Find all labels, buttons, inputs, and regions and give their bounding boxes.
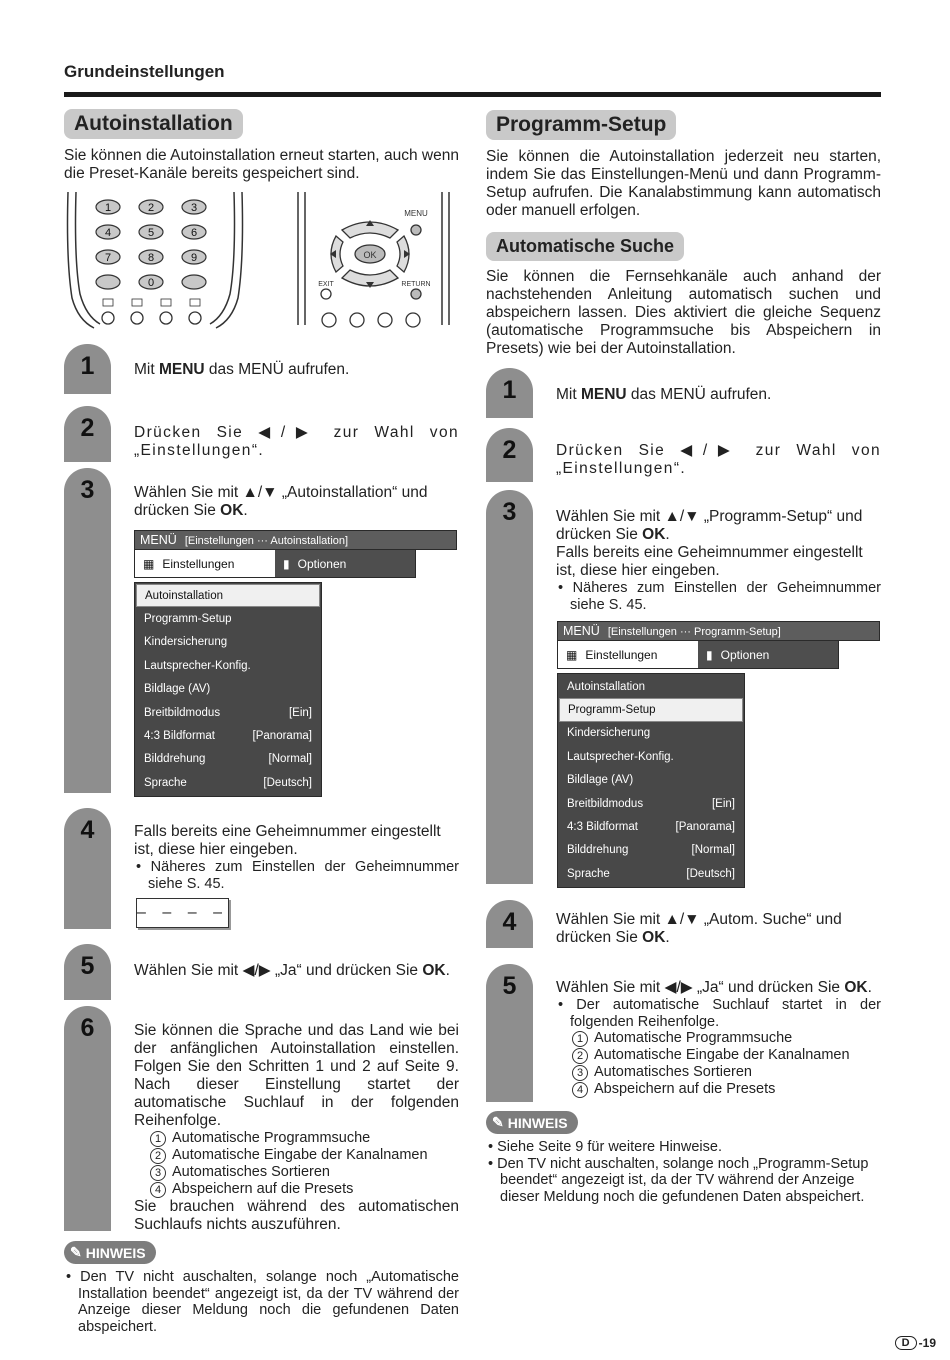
autoinstallation-intro: Sie können die Autoinstallation erneut starten, auch wenn die Preset-Kanäle bereits gespeichert sind.	[64, 147, 459, 182]
note-list: • Siehe Seite 9 für weitere Hinweise. • Den TV nicht auschalten, solange noch „Programm-Setup beendet“ angezeigt ist, da der TV während der Anzeige dieser Meldung noch die gefundenen Daten abspeichert.	[488, 1139, 869, 1205]
step-number: 5	[502, 972, 517, 1000]
list-item	[134, 1147, 459, 1164]
step-text: Falls bereits eine Geheimnummer eingestellt ist, diese hier eingeben. • Näheres zum Einstellen der Geheimnummer siehe S. 45. – – – –	[134, 823, 459, 928]
menu-item-value: [Panorama]	[252, 730, 312, 743]
step-text: Drücken Sie ◀/▶ zur Wahl von „Einstellungen“.	[134, 424, 459, 459]
menu-item-label: Bilddrehung	[567, 844, 629, 857]
step-2	[64, 406, 459, 464]
menu-item[interactable]	[136, 701, 320, 724]
circled-number: 2	[150, 1148, 166, 1164]
step-5	[64, 944, 459, 1002]
list-item-text: Automatische Eingabe der Kanalnamen	[594, 1047, 850, 1063]
step-tab	[64, 468, 111, 793]
menu-item[interactable]	[559, 769, 743, 792]
menu-title-bar: MENÜ [Einstellungen ··· Programm-Setup]	[557, 621, 880, 641]
menu-item-label: Breitbildmodus	[567, 797, 644, 810]
list-item	[134, 1130, 459, 1147]
step-6	[64, 1006, 459, 1234]
menu-tabs	[557, 641, 839, 669]
menu-item-label: Bilddrehung	[144, 753, 206, 766]
step-text: Sie können die Sprache und das Land wie bei der anfänglichen Autoinstallation einstellen. Folgen Sie den Schritten 1 und 2 auf Seite 9. Nach dieser Einstellung startet der automatische Suchlauf in der folgenden Reihenfolge. 1 Automatische Programmsuche 2 Automatische Eingabe der Kanalnamen 3 Automatisches Sortieren 4 Abspeichern auf die Presets Sie brauchen während des automatischen Suchlaufs nichts auszuführen.	[134, 1022, 459, 1233]
menu-item-value: [Ein]	[711, 797, 735, 810]
svg-text:OK: OK	[363, 250, 377, 260]
region-badge: D	[895, 1336, 917, 1350]
note-block	[486, 1111, 881, 1205]
menu-list	[134, 582, 322, 797]
step-text: Wählen Sie mit ▲/▼ „Programm-Setup“ und drücken Sie OK. Falls bereits eine Geheimnummer eingestellt ist, diese hier eingeben. • Näheres zum Einstellen der Geheimnummer siehe S. 45.	[556, 508, 881, 613]
settings-icon: ▦	[566, 647, 578, 662]
settings-icon: ▦	[143, 556, 155, 571]
pencil-icon: ✎	[70, 1244, 82, 1260]
circled-number: 1	[150, 1131, 166, 1147]
remote-key-label: 6	[190, 227, 198, 239]
remote-key	[96, 275, 120, 289]
options-icon: ▮	[283, 556, 290, 571]
top-divider	[64, 92, 881, 97]
menu-item[interactable]	[136, 584, 320, 607]
tab-optionen[interactable]: ▮ Optionen	[275, 550, 415, 577]
step-5	[486, 964, 881, 1104]
menu-tabs	[134, 550, 416, 578]
menu-item-label: Sprache	[144, 776, 187, 789]
menu-item[interactable]	[559, 745, 743, 768]
menu-item[interactable]	[559, 862, 743, 885]
list-item-text: Automatische Programmsuche	[594, 1030, 793, 1046]
step-number: 3	[80, 476, 95, 504]
menu-item[interactable]	[136, 724, 320, 747]
menu-item-label: Kindersicherung	[567, 727, 651, 740]
menu-item-label: Programm-Setup	[568, 704, 656, 717]
remote-key-label: 0	[147, 277, 155, 289]
circled-number: 3	[572, 1065, 588, 1081]
list-item-text: Automatisches Sortieren	[594, 1064, 752, 1080]
remote-key-label: 5	[147, 227, 155, 239]
automatische-suche-intro: Sie können die Fernsehkanäle auch anhand der nachstehenden Anleitung automatisch suchen und abspeichern lassen. Dies aktiviert die gleiche Sequenz (automatische Programmsuche bis Abspeichern in Presets) wie bei der Autoinstallation.	[486, 268, 881, 357]
step-tab	[486, 490, 533, 884]
step-4	[64, 808, 459, 930]
remote-key	[182, 275, 206, 289]
step-4	[486, 900, 881, 950]
step-1	[64, 344, 459, 400]
sequence-list	[556, 1030, 881, 1098]
step-number: 3	[502, 498, 517, 526]
step-2	[486, 428, 881, 486]
note-block	[64, 1241, 459, 1335]
menu-item[interactable]	[136, 607, 320, 630]
tab-einstellungen[interactable]: ▦ Einstellungen	[135, 550, 275, 577]
circled-number: 4	[150, 1182, 166, 1198]
hinweis-badge: ✎ HINWEIS	[64, 1241, 156, 1264]
circled-number: 2	[572, 1048, 588, 1064]
step-3	[64, 468, 459, 794]
menu-item-label: 4:3 Bildformat	[567, 821, 638, 834]
menu-item[interactable]	[136, 771, 320, 794]
menu-item-label: Bildlage (AV)	[567, 774, 634, 787]
menu-item-value: [Normal]	[691, 844, 735, 857]
menu-item[interactable]	[559, 839, 743, 862]
remote-key-label: 8	[147, 252, 155, 264]
page-number: D -19	[895, 1336, 936, 1350]
menu-item-label: 4:3 Bildformat	[144, 730, 215, 743]
remote-key-label: 2	[147, 202, 155, 214]
step-number: 2	[502, 436, 517, 464]
menu-item[interactable]	[559, 815, 743, 838]
menu-item-label: Breitbildmodus	[144, 706, 221, 719]
sequence-list	[134, 1130, 459, 1198]
step-number: 6	[80, 1014, 95, 1042]
step-text: Mit MENU das MENÜ aufrufen.	[556, 386, 772, 403]
menu-item-label: Autoinstallation	[145, 589, 223, 602]
step-number: 1	[502, 376, 517, 404]
remote-key-label: 3	[190, 202, 198, 214]
list-item	[134, 1181, 459, 1198]
pencil-icon: ✎	[492, 1114, 504, 1130]
tv-menu-autoinstallation	[134, 530, 457, 797]
remote-key-label: 7	[104, 252, 112, 264]
list-item-text: Abspeichern auf die Presets	[172, 1181, 354, 1197]
menu-item-label: Sprache	[567, 867, 610, 880]
remote-key-label: 4	[104, 227, 112, 239]
section-title: Grundeinstellungen	[64, 62, 225, 81]
step-1	[486, 368, 881, 420]
menu-item[interactable]	[559, 675, 743, 698]
programm-setup-title: Programm-Setup	[486, 110, 676, 140]
automatische-suche-title: Automatische Suche	[486, 232, 684, 261]
menu-item[interactable]	[136, 654, 320, 677]
list-item	[556, 1081, 881, 1098]
remote-control-illustration	[64, 190, 459, 330]
list-item-text: Abspeichern auf die Presets	[594, 1081, 776, 1097]
step-text: Wählen Sie mit ▲/▼ „Autom. Suche“ und drücken Sie OK.	[556, 911, 842, 946]
menu-item-label: Lautsprecher-Konfig.	[567, 750, 674, 763]
step-number: 4	[80, 816, 95, 844]
menu-item-label: Autoinstallation	[567, 680, 645, 693]
menu-item-label: Lautsprecher-Konfig.	[144, 659, 251, 672]
step-text: Wählen Sie mit ◀/▶ „Ja“ und drücken Sie OK.	[134, 962, 450, 979]
svg-text:EXIT: EXIT	[318, 281, 334, 288]
menu-item[interactable]	[559, 722, 743, 745]
step-3	[486, 490, 881, 886]
menu-item-label: Programm-Setup	[144, 613, 232, 626]
remote-key-label: 1	[104, 202, 112, 214]
menu-title-bar: MENÜ [Einstellungen ··· Autoinstallation]	[134, 530, 457, 550]
circled-number: 3	[150, 1165, 166, 1181]
remote-key-label: 9	[190, 252, 198, 264]
hinweis-badge: ✎ HINWEIS	[486, 1111, 578, 1134]
tv-menu-programm-setup	[557, 621, 880, 888]
menu-item[interactable]	[559, 792, 743, 815]
menu-list	[557, 673, 745, 888]
step-number: 1	[80, 352, 95, 380]
step-number: 2	[80, 414, 95, 442]
step-text: Wählen Sie mit ▲/▼ „Autoinstallation“ und drücken Sie OK.	[134, 484, 428, 519]
svg-text:RETURN: RETURN	[401, 281, 431, 288]
menu-item[interactable]	[559, 698, 743, 721]
svg-text:MENU: MENU	[404, 209, 428, 218]
circled-number: 4	[572, 1082, 588, 1098]
menu-item-value: [Panorama]	[675, 821, 735, 834]
programm-setup-intro: Sie können die Autoinstallation jederzeit neu starten, indem Sie das Einstellungen-Menü und dann Programm-Setup aufrufen. Die Kanalabstimmung kann automatisch oder manuell erfolgen.	[486, 148, 881, 219]
list-item	[556, 1030, 881, 1047]
list-item-text: Automatische Programmsuche	[172, 1130, 371, 1146]
tab-optionen[interactable]: ▮ Optionen	[698, 641, 838, 668]
step-text: Mit MENU das MENÜ aufrufen.	[134, 361, 350, 378]
menu-item-value: [Deutsch]	[263, 776, 312, 789]
tab-einstellungen[interactable]: ▦ Einstellungen	[558, 641, 698, 668]
step-number: 5	[80, 952, 95, 980]
circled-number: 1	[572, 1031, 588, 1047]
menu-item-value: [Normal]	[268, 753, 312, 766]
step-text: Wählen Sie mit ◀/▶ „Ja“ und drücken Sie OK. • Der automatische Suchlauf startet in der folgenden Reihenfolge. 1 Automatische Programmsuche 2 Automatische Eingabe der Kanalnamen 3 Automatisches Sortieren 4 Abspeichern auf die Presets	[556, 979, 881, 1097]
step-number: 4	[502, 908, 517, 936]
autoinstallation-title: Autoinstallation	[64, 109, 243, 139]
list-item	[134, 1164, 459, 1181]
menu-item-label: Bildlage (AV)	[144, 683, 211, 696]
options-icon: ▮	[706, 647, 713, 662]
step-text: Drücken Sie ◀/▶ zur Wahl von „Einstellungen“.	[556, 442, 881, 477]
list-item	[556, 1064, 881, 1081]
list-item	[556, 1047, 881, 1064]
menu-item[interactable]	[136, 631, 320, 654]
list-item-text: Automatische Eingabe der Kanalnamen	[172, 1147, 428, 1163]
pin-input[interactable]: – – – –	[136, 898, 229, 928]
menu-item[interactable]	[136, 678, 320, 701]
menu-item[interactable]	[136, 748, 320, 771]
menu-item-value: [Ein]	[288, 706, 312, 719]
menu-item-value: [Deutsch]	[686, 867, 735, 880]
menu-item-label: Kindersicherung	[144, 636, 228, 649]
list-item-text: Automatisches Sortieren	[172, 1164, 330, 1180]
note-list: • Den TV nicht auschalten, solange noch „Automatische Installation beendet“ angezeigt ist, da der TV während der Anzeige dieser Meldung noch die gefundenen Daten abspeichert.	[66, 1269, 459, 1335]
